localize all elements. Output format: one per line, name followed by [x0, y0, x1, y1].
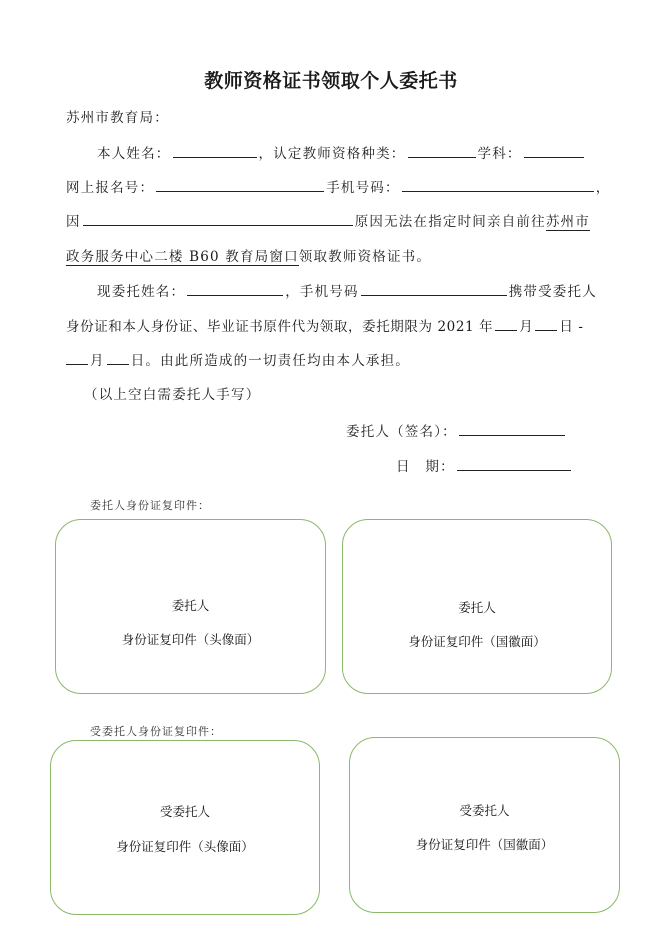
document-title: 教师资格证书领取个人委托书 — [204, 70, 458, 92]
agent-line — [97, 280, 597, 300]
location-city: 苏州市 — [545, 214, 590, 230]
box-who: 委托人 — [171, 598, 210, 613]
start-month-blank[interactable] — [495, 316, 517, 331]
signer-blank[interactable] — [459, 421, 565, 436]
agent-name-label: 现委托姓名： — [97, 284, 186, 300]
handwrite-note: （以上空白需委托人手写） — [84, 387, 261, 403]
subject-label: 学科： — [477, 146, 522, 162]
phone-blank[interactable] — [402, 177, 594, 192]
name-blank[interactable] — [173, 143, 257, 158]
box-side: 身份证复印件（头像面） — [121, 632, 260, 647]
signer-label: 委托人（签名）： — [346, 424, 457, 440]
end-month-blank[interactable] — [66, 350, 88, 365]
agent-id-caption: 受委托人身份证复印件： — [90, 725, 222, 738]
principal-id-back-box — [342, 519, 612, 694]
month-label-2: 月 — [90, 353, 105, 369]
qualification-blank[interactable] — [408, 143, 476, 158]
start-day-blank[interactable] — [535, 316, 557, 331]
end-day-blank[interactable] — [107, 350, 129, 365]
reason-prefix: 因 — [66, 214, 81, 230]
reason-text: 原因无法在指定时间亲自前往 — [354, 214, 546, 230]
agent-phone-blank[interactable] — [361, 281, 507, 296]
date-blank[interactable] — [457, 456, 571, 471]
box-side: 身份证复印件（国徽面） — [408, 634, 546, 649]
agent-id-front-box — [50, 740, 320, 915]
box-who: 委托人 — [458, 600, 496, 615]
registration-line — [66, 176, 610, 196]
registration-blank[interactable] — [156, 177, 324, 192]
addressee: 苏州市教育局： — [66, 110, 169, 126]
reason-blank[interactable] — [83, 211, 353, 226]
location-window: 政务服务中心二楼 B60 教育局窗口 — [66, 249, 299, 265]
reason-line — [66, 210, 590, 230]
agent-id-back-box — [349, 737, 620, 913]
box-side: 身份证复印件（头像面） — [116, 839, 254, 854]
location-line — [66, 245, 431, 265]
signer-line — [346, 420, 567, 440]
principal-id-front-box — [55, 519, 326, 694]
phone-label: 手机号码： — [326, 180, 400, 196]
date-label: 日 期： — [396, 459, 455, 475]
period-end-line — [66, 349, 410, 369]
principal-id-caption: 委托人身份证复印件： — [90, 499, 210, 512]
qualification-label: ，认定教师资格种类： — [258, 146, 406, 162]
name-line — [97, 142, 586, 162]
period-text: 身份证和本人身份证、毕业证书原件代为领取，委托期限为 2021 年 — [66, 319, 494, 335]
responsibility-text: 日。由此所造成的一切责任均由本人承担。 — [130, 353, 411, 369]
date-line — [396, 455, 573, 475]
comma: ， — [595, 180, 611, 196]
agent-name-blank[interactable] — [187, 281, 283, 296]
period-line — [66, 315, 584, 335]
box-who: 受委托人 — [459, 803, 510, 818]
box-side: 身份证复印件（国徽面） — [415, 837, 554, 852]
name-label: 本人姓名： — [97, 146, 171, 162]
subject-blank[interactable] — [524, 143, 584, 158]
day-label-1: 日 - — [559, 319, 584, 335]
registration-label: 网上报名号： — [66, 180, 155, 196]
box-who: 受委托人 — [159, 804, 210, 819]
collect-text: 领取教师资格证书。 — [298, 249, 432, 265]
agent-carry-text: 携带受委托人 — [508, 284, 597, 300]
agent-phone-label: ，手机号码 — [285, 284, 359, 300]
month-label-1: 月 — [519, 319, 534, 335]
